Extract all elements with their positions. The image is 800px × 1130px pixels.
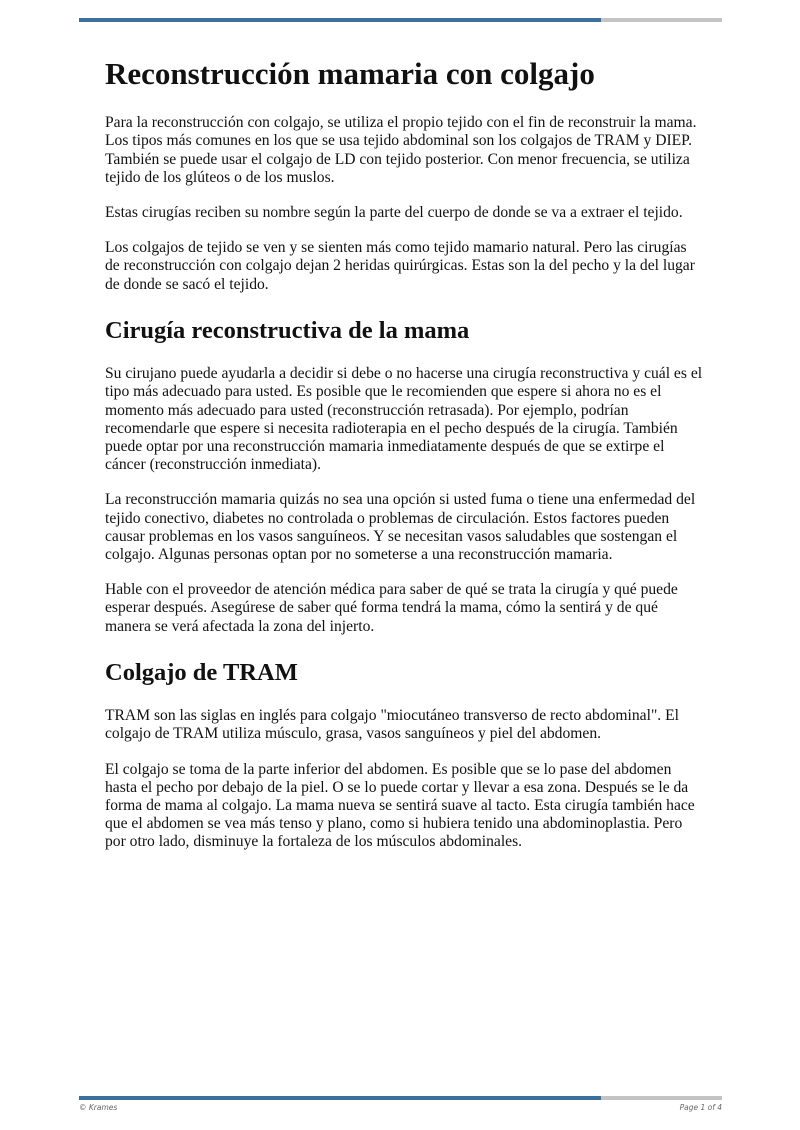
footer-rule-gray	[601, 1096, 722, 1100]
intro-paragraph-1: Para la reconstrucción con colgajo, se utiliza el propio tejido con el fin de reconstruir la mama. Los tipos más comunes en los que se usa tejido abdominal son los colgajos de TRAM y DIEP. También se puede usar el colgajo de LD con tejido posterior. Con menor frecuencia, se utiliza tejido de los glúteos o de los muslos.	[105, 114, 697, 186]
page-title: Reconstrucción mamaria con colgajo	[105, 56, 595, 91]
header-rule-gray	[601, 18, 722, 22]
header-rule	[79, 18, 722, 22]
document-body	[105, 55, 705, 869]
page-footer	[79, 1103, 722, 1112]
intro-paragraph-2: Estas cirugías reciben su nombre según la parte del cuerpo de donde se va a extraer el tejido.	[105, 204, 683, 221]
section-1-paragraph-3: Hable con el proveedor de atención médica para saber de qué se trata la cirugía y qué puede esperar después. Asegúrese de saber qué forma tendrá la mama, cómo la sentirá y de qué manera se verá afectada la zona del injerto.	[105, 581, 678, 635]
section-2-paragraph-2: El colgajo se toma de la parte inferior del abdomen. Es posible que se lo pase del abdomen hasta el pecho por debajo de la piel. O se lo puede cortar y llevar a esa zona. Después se le da forma de mama al colgajo. La mama nueva se sentirá suave al tacto. Esta cirugía también hace que el abdomen se vea más tenso y plano, como si hubiera tenido una abdominoplastia. Pero por otro lado, disminuye la fortaleza de los músculos abdominales.	[105, 760, 695, 851]
footer-rule-accent	[79, 1096, 601, 1100]
header-rule-accent	[79, 18, 601, 22]
footer-rule	[79, 1096, 722, 1100]
footer-page-number: Page 1 of 4	[679, 1103, 722, 1112]
section-heading-reconstructive-surgery: Cirugía reconstructiva de la mama	[105, 316, 470, 344]
section-heading-tram-flap: Colgajo de TRAM	[105, 658, 298, 686]
footer-copyright: © Krames	[79, 1103, 118, 1112]
section-1-paragraph-2: La reconstrucción mamaria quizás no sea una opción si usted fuma o tiene una enfermedad del tejido conectivo, diabetes no controlada o problemas de circulación. Estos factores pueden causar problemas en los vasos sanguíneos. Y se necesitan vasos saludables que sostengan el colgajo. Algunas personas optan por no someterse a una reconstrucción mamaria.	[105, 491, 696, 564]
section-1-paragraph-1: Su cirujano puede ayudarla a decidir si debe o no hacerse una cirugía reconstructiva y cuál es el tipo más adecuado para usted. Es posible que le recomienden que espere si ahora no es el momento más adecuado para usted (reconstrucción retrasada). Por ejemplo, podrían recomendarle que espere si necesita radioterapia en el pecho después de la cirugía. También puede optar por una reconstrucción mamaria inmediatamente después de que se extirpe el cáncer (reconstrucción inmediata).	[105, 365, 703, 474]
section-2-paragraph-1: TRAM son las siglas en inglés para colgajo "miocutáneo transverso de recto abdominal". El colgajo de TRAM utiliza músculo, grasa, vasos sanguíneos y piel del abdomen.	[105, 707, 679, 743]
intro-paragraph-3: Los colgajos de tejido se ven y se sienten más como tejido mamario natural. Pero las cirugías de reconstrucción con colgajo dejan 2 heridas quirúrgicas. Estas son la del pecho y la del lugar de donde se sacó el tejido.	[105, 239, 695, 293]
